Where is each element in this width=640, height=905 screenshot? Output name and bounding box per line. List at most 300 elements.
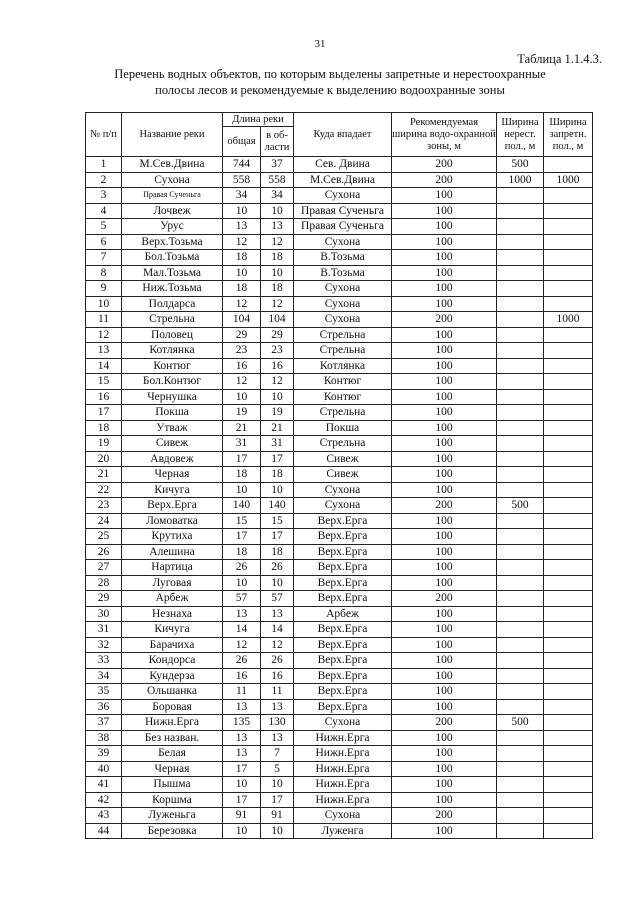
cell-name: Авдовеж [122,451,223,467]
cell-length-region: 130 [261,715,294,731]
cell-mouth: Нижн.Ерга [294,761,392,777]
cell-spawn [497,575,544,591]
cell-spawn [497,467,544,483]
cell-recommended: 100 [392,389,497,405]
cell-recommended: 100 [392,420,497,436]
cell-recommended: 100 [392,405,497,421]
cell-forbidden [544,699,593,715]
cell-mouth: Сивеж [294,467,392,483]
cell-length-total: 18 [223,467,261,483]
table-body [86,157,593,839]
cell-num: 32 [86,637,122,653]
cell-num: 3 [86,188,122,204]
cell-mouth: Сев. Двина [294,157,392,173]
cell-recommended: 100 [392,234,497,250]
cell-num: 7 [86,250,122,266]
cell-recommended: 100 [392,203,497,219]
cell-spawn [497,451,544,467]
cell-recommended: 100 [392,560,497,576]
cell-name: Кичуга [122,622,223,638]
cell-length-region: 18 [261,467,294,483]
cell-spawn [497,374,544,390]
cell-mouth: Нижн.Ерга [294,730,392,746]
cell-forbidden [544,358,593,374]
cell-name: Кондорса [122,653,223,669]
cell-length-region: 26 [261,653,294,669]
cell-mouth: Сухона [294,234,392,250]
cell-name: Покша [122,405,223,421]
cell-mouth: Сухона [294,281,392,297]
cell-length-total: 18 [223,250,261,266]
cell-num: 40 [86,761,122,777]
cell-spawn [497,746,544,762]
cell-mouth: Правая Сученьга [294,203,392,219]
cell-mouth: Верх.Ерга [294,684,392,700]
table-row [86,668,593,684]
cell-recommended: 100 [392,823,497,839]
cell-name: Черная [122,467,223,483]
table-row [86,389,593,405]
cell-mouth: Сухона [294,482,392,498]
cell-num: 15 [86,374,122,390]
cell-spawn: 500 [497,715,544,731]
cell-name: Правая Сученьга [122,188,223,204]
cell-length-total: 13 [223,730,261,746]
cell-num: 19 [86,436,122,452]
cell-forbidden: 1000 [544,172,593,188]
table-row [86,792,593,808]
cell-recommended: 100 [392,529,497,545]
cell-forbidden [544,250,593,266]
table-row [86,327,593,343]
cell-forbidden [544,653,593,669]
table-row [86,591,593,607]
cell-length-region: 34 [261,188,294,204]
table-row [86,296,593,312]
cell-mouth: Правая Сученьга [294,219,392,235]
cell-name: Без назван. [122,730,223,746]
table-row [86,436,593,452]
table-row [86,761,593,777]
cell-recommended: 100 [392,668,497,684]
cell-spawn [497,560,544,576]
cell-spawn: 500 [497,157,544,173]
header-mouth: Куда впадает [294,113,392,157]
cell-num: 44 [86,823,122,839]
cell-num: 10 [86,296,122,312]
header-spawn: Ширина нерест. пол., м [497,113,544,157]
cell-length-region: 16 [261,668,294,684]
cell-forbidden [544,715,593,731]
cell-length-total: 10 [223,823,261,839]
cell-name: Кундерза [122,668,223,684]
cell-recommended: 100 [392,358,497,374]
table-row [86,265,593,281]
cell-length-region: 13 [261,730,294,746]
cell-num: 42 [86,792,122,808]
cell-mouth: В.Тозьма [294,250,392,266]
cell-mouth: Верх.Ерга [294,560,392,576]
cell-spawn [497,513,544,529]
cell-recommended: 100 [392,281,497,297]
cell-recommended: 100 [392,467,497,483]
cell-length-region: 12 [261,234,294,250]
cell-length-total: 18 [223,544,261,560]
cell-length-region: 21 [261,420,294,436]
cell-name: Незнаха [122,606,223,622]
cell-recommended: 100 [392,792,497,808]
cell-length-region: 10 [261,265,294,281]
cell-length-total: 15 [223,513,261,529]
cell-recommended: 200 [392,157,497,173]
cell-name: Боровая [122,699,223,715]
cell-name: Кичуга [122,482,223,498]
cell-length-total: 19 [223,405,261,421]
table-row [86,203,593,219]
cell-spawn [497,823,544,839]
table-row [86,498,593,514]
cell-name: Котлянка [122,343,223,359]
cell-forbidden [544,761,593,777]
page-number: 31 [314,38,326,50]
table-row [86,157,593,173]
header-length: Длина реки [223,113,294,127]
table-row [86,529,593,545]
cell-spawn: 500 [497,498,544,514]
cell-length-region: 5 [261,761,294,777]
cell-spawn [497,327,544,343]
cell-name: Барачиха [122,637,223,653]
cell-name: Лочвеж [122,203,223,219]
cell-mouth: Котлянка [294,358,392,374]
cell-recommended: 100 [392,622,497,638]
cell-spawn [497,792,544,808]
cell-name: Половец [122,327,223,343]
cell-length-total: 16 [223,358,261,374]
cell-num: 27 [86,560,122,576]
cell-length-total: 17 [223,761,261,777]
cell-mouth: Луженга [294,823,392,839]
cell-num: 5 [86,219,122,235]
cell-num: 31 [86,622,122,638]
table-title [60,66,600,98]
cell-length-total: 16 [223,668,261,684]
table-header [86,113,593,157]
table-row [86,730,593,746]
cell-name: Чернушка [122,389,223,405]
cell-length-total: 12 [223,296,261,312]
cell-mouth: Верх.Ерга [294,513,392,529]
cell-mouth: Верх.Ерга [294,575,392,591]
cell-name: Ольшанка [122,684,223,700]
cell-num: 1 [86,157,122,173]
cell-mouth: Арбеж [294,606,392,622]
cell-length-total: 11 [223,684,261,700]
cell-spawn [497,606,544,622]
table-row [86,188,593,204]
cell-forbidden [544,219,593,235]
cell-length-region: 10 [261,575,294,591]
cell-forbidden [544,622,593,638]
cell-spawn [497,529,544,545]
cell-forbidden [544,823,593,839]
cell-mouth: Сухона [294,498,392,514]
cell-name: Стрельна [122,312,223,328]
cell-forbidden [544,374,593,390]
cell-length-region: 91 [261,808,294,824]
cell-recommended: 100 [392,544,497,560]
cell-name: Верх.Тозьма [122,234,223,250]
cell-recommended: 100 [392,637,497,653]
cell-recommended: 200 [392,591,497,607]
cell-length-region: 23 [261,343,294,359]
cell-name: Пышма [122,777,223,793]
cell-spawn [497,684,544,700]
cell-length-region: 37 [261,157,294,173]
cell-name: Нижн.Ерга [122,715,223,731]
cell-recommended: 100 [392,653,497,669]
cell-length-total: 13 [223,699,261,715]
cell-spawn [497,358,544,374]
cell-name: Арбеж [122,591,223,607]
cell-recommended: 200 [392,172,497,188]
cell-num: 6 [86,234,122,250]
cell-num: 34 [86,668,122,684]
table-row [86,637,593,653]
cell-num: 37 [86,715,122,731]
cell-mouth: Нижн.Ерга [294,792,392,808]
cell-spawn [497,405,544,421]
cell-mouth: Верх.Ерга [294,699,392,715]
cell-num: 39 [86,746,122,762]
cell-forbidden [544,637,593,653]
cell-mouth: М.Сев.Двина [294,172,392,188]
cell-num: 9 [86,281,122,297]
cell-num: 41 [86,777,122,793]
cell-spawn [497,761,544,777]
cell-num: 25 [86,529,122,545]
cell-mouth: Сухона [294,808,392,824]
cell-name: Контюг [122,358,223,374]
cell-forbidden [544,451,593,467]
table-row [86,467,593,483]
cell-length-total: 10 [223,482,261,498]
cell-num: 4 [86,203,122,219]
cell-length-total: 17 [223,451,261,467]
cell-mouth: Стрельна [294,343,392,359]
cell-name: Сухона [122,172,223,188]
cell-length-region: 10 [261,389,294,405]
cell-length-region: 15 [261,513,294,529]
cell-name: М.Сев.Двина [122,157,223,173]
cell-mouth: Стрельна [294,436,392,452]
cell-spawn [497,668,544,684]
cell-length-region: 140 [261,498,294,514]
cell-forbidden [544,777,593,793]
cell-length-region: 19 [261,405,294,421]
cell-mouth: Верх.Ерга [294,622,392,638]
cell-length-region: 13 [261,219,294,235]
cell-length-total: 10 [223,265,261,281]
cell-spawn [497,622,544,638]
cell-forbidden [544,296,593,312]
cell-forbidden [544,389,593,405]
cell-num: 12 [86,327,122,343]
cell-num: 36 [86,699,122,715]
cell-spawn [497,234,544,250]
cell-length-region: 13 [261,606,294,622]
cell-mouth: Нижн.Ерга [294,777,392,793]
cell-recommended: 100 [392,746,497,762]
cell-recommended: 100 [392,513,497,529]
cell-length-region: 57 [261,591,294,607]
cell-recommended: 100 [392,188,497,204]
cell-forbidden [544,157,593,173]
cell-mouth: Контюг [294,374,392,390]
cell-recommended: 100 [392,451,497,467]
cell-spawn [497,203,544,219]
cell-length-total: 34 [223,188,261,204]
cell-length-total: 18 [223,281,261,297]
cell-recommended: 200 [392,808,497,824]
cell-num: 24 [86,513,122,529]
cell-length-region: 17 [261,451,294,467]
cell-mouth: В.Тозьма [294,265,392,281]
cell-forbidden [544,188,593,204]
cell-length-total: 29 [223,327,261,343]
cell-length-total: 12 [223,234,261,250]
cell-name: Верх.Ерга [122,498,223,514]
cell-length-region: 10 [261,823,294,839]
cell-forbidden [544,730,593,746]
cell-forbidden [544,684,593,700]
cell-num: 13 [86,343,122,359]
cell-name: Березовка [122,823,223,839]
table-row [86,746,593,762]
cell-length-total: 12 [223,374,261,390]
cell-forbidden [544,467,593,483]
cell-length-total: 12 [223,637,261,653]
cell-forbidden [544,281,593,297]
cell-length-total: 13 [223,219,261,235]
cell-recommended: 100 [392,265,497,281]
table-row [86,312,593,328]
cell-num: 21 [86,467,122,483]
cell-length-total: 26 [223,560,261,576]
cell-length-total: 135 [223,715,261,731]
cell-num: 2 [86,172,122,188]
cell-recommended: 200 [392,312,497,328]
cell-name: Бол.Контюг [122,374,223,390]
cell-length-region: 10 [261,203,294,219]
cell-spawn [497,436,544,452]
table-row [86,715,593,731]
cell-length-total: 17 [223,792,261,808]
cell-spawn [497,699,544,715]
cell-forbidden [544,265,593,281]
cell-forbidden [544,575,593,591]
cell-recommended: 100 [392,250,497,266]
cell-spawn [497,482,544,498]
cell-length-total: 23 [223,343,261,359]
cell-spawn [497,808,544,824]
cell-forbidden [544,606,593,622]
cell-length-total: 140 [223,498,261,514]
cell-spawn [497,219,544,235]
cell-mouth: Верх.Ерга [294,668,392,684]
cell-length-region: 12 [261,296,294,312]
cell-forbidden [544,420,593,436]
cell-length-region: 558 [261,172,294,188]
table-row [86,343,593,359]
cell-recommended: 100 [392,777,497,793]
table-row [86,544,593,560]
cell-recommended: 100 [392,343,497,359]
cell-forbidden [544,327,593,343]
cell-mouth: Сухона [294,296,392,312]
table-row [86,684,593,700]
cell-num: 22 [86,482,122,498]
cell-mouth: Сивеж [294,451,392,467]
cell-length-total: 558 [223,172,261,188]
cell-recommended: 100 [392,436,497,452]
cell-length-region: 17 [261,792,294,808]
table-row [86,606,593,622]
cell-spawn [497,296,544,312]
table-row [86,219,593,235]
table-label: Таблица 1.1.4.3. [517,52,602,66]
cell-length-region: 18 [261,281,294,297]
cell-length-total: 26 [223,653,261,669]
cell-spawn [497,389,544,405]
cell-num: 16 [86,389,122,405]
table-row [86,250,593,266]
table-row [86,374,593,390]
cell-spawn [497,777,544,793]
cell-name: Полдарса [122,296,223,312]
cell-forbidden [544,792,593,808]
cell-forbidden [544,343,593,359]
cell-length-region: 7 [261,746,294,762]
cell-forbidden [544,544,593,560]
table-row [86,482,593,498]
cell-forbidden [544,591,593,607]
cell-name: Утваж [122,420,223,436]
cell-length-region: 12 [261,374,294,390]
table-title-line-2: полосы лесов и рекомендуемые к выделению водоохранные зоны [155,83,505,97]
table-row [86,420,593,436]
cell-forbidden [544,808,593,824]
header-length-total: общая [223,127,261,157]
cell-length-region: 14 [261,622,294,638]
cell-forbidden [544,405,593,421]
cell-name: Ниж.Тозьма [122,281,223,297]
cell-length-total: 13 [223,606,261,622]
cell-mouth: Верх.Ерга [294,591,392,607]
cell-name: Черная [122,761,223,777]
cell-recommended: 100 [392,730,497,746]
cell-name: Алешина [122,544,223,560]
cell-recommended: 100 [392,327,497,343]
header-recommended: Рекомендуемая ширина водо-охранной зоны, м [392,113,497,157]
cell-length-total: 104 [223,312,261,328]
cell-num: 28 [86,575,122,591]
cell-recommended: 100 [392,575,497,591]
cell-name: Коршма [122,792,223,808]
cell-length-region: 18 [261,250,294,266]
cell-spawn [497,637,544,653]
cell-recommended: 200 [392,715,497,731]
